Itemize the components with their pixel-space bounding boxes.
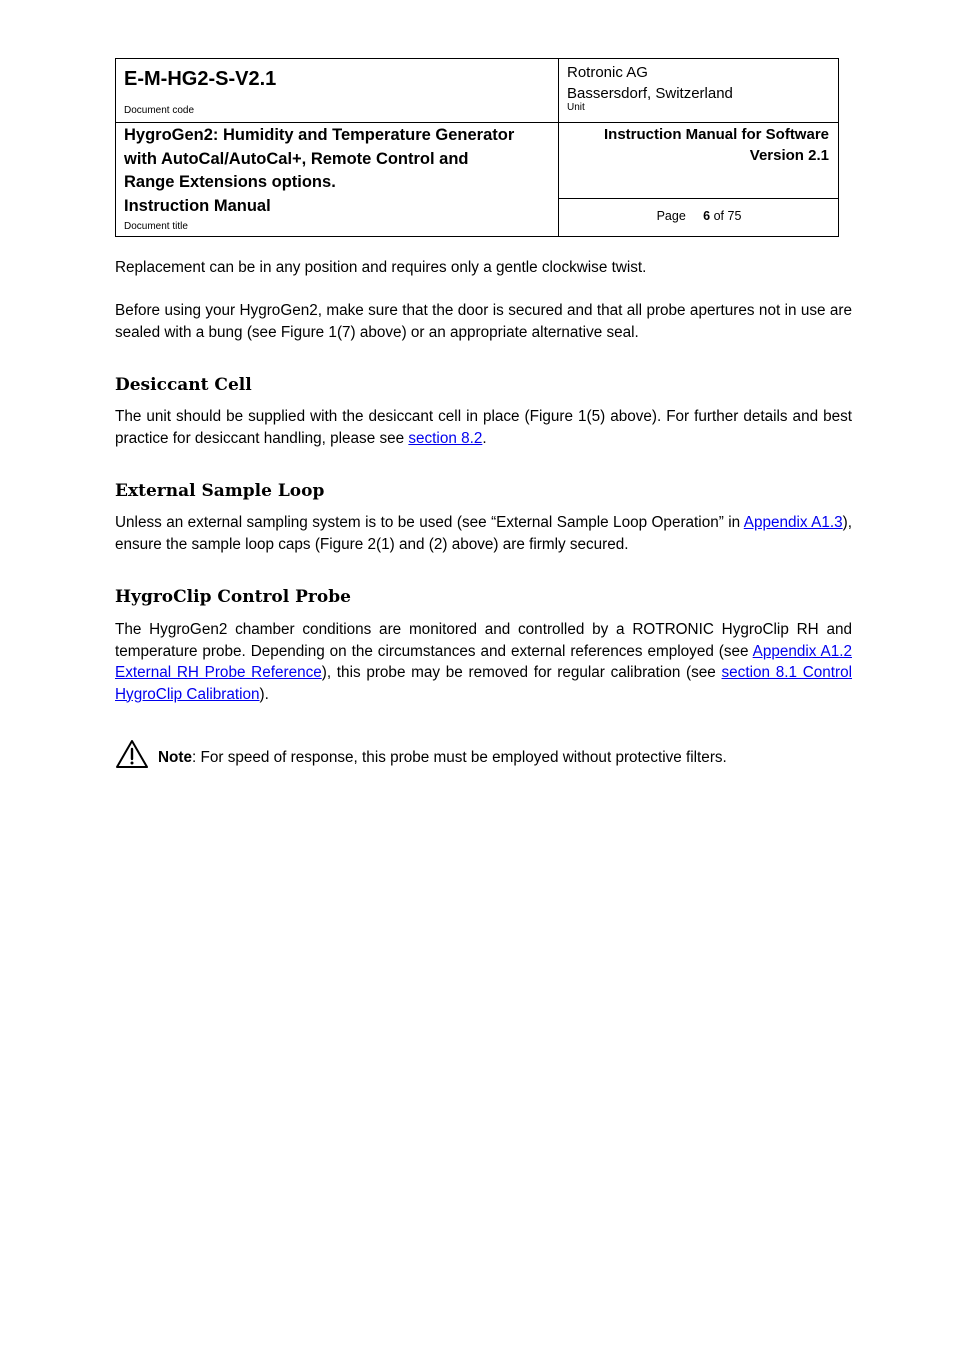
- paragraph-replacement: Replacement can be in any position and requires only a gentle clockwise twist.: [115, 259, 647, 276]
- manual-type: [567, 124, 829, 166]
- link-section-8-2[interactable]: section 8.2: [408, 429, 483, 447]
- manual-type-line: Instruction Manual for Software: [603, 126, 829, 143]
- heading-desiccant-cell: Desiccant Cell: [115, 375, 252, 395]
- note-message: : For speed of response, this probe must be employed without protective filters.: [192, 749, 727, 766]
- page-total: of 75: [713, 209, 742, 223]
- header-divider-page: [558, 198, 838, 199]
- paragraph-sample-loop: [115, 512, 852, 555]
- heading-external-sample-loop: External Sample Loop: [115, 481, 325, 501]
- document-code-label: Document code: [124, 105, 195, 116]
- warning-icon: [115, 739, 149, 769]
- title-line: Range Extensions options.: [124, 173, 336, 191]
- page-number: 6: [703, 209, 711, 223]
- paragraph-control-probe: [115, 619, 852, 705]
- paragraph-text: The HygroGen2 chamber conditions are monitored and controlled by a ROTRONIC HygroClip RH and temperature probe. Depending on the circumstances and external references employed (see: [115, 621, 852, 660]
- note-text: [158, 747, 727, 769]
- page-label: Page: [656, 209, 686, 223]
- link-appendix-a1-3[interactable]: Appendix A1.3: [743, 514, 843, 531]
- paragraph-text: ).: [259, 685, 269, 703]
- title-line: Instruction Manual: [124, 196, 271, 215]
- unit-label: Unit: [567, 102, 585, 113]
- document-title: [124, 124, 549, 218]
- header-divider-horizontal: [116, 122, 838, 123]
- company-name: Rotronic AG: [567, 64, 648, 81]
- company-location: Bassersdorf, Switzerland: [567, 85, 733, 102]
- title-line: with AutoCal/AutoCal+, Remote Control and: [124, 149, 469, 168]
- paragraph-text: The unit should be supplied with the desiccant cell in place (Figure 1(5) above). For further details and best practice for desiccant handling, please see: [115, 408, 852, 447]
- document-title-label: Document title: [124, 221, 188, 232]
- manual-version: Version 2.1: [749, 147, 829, 164]
- paragraph-desiccant: [115, 406, 852, 449]
- link-appendix-a1-2[interactable]: Appendix A1.2 External RH Probe Reference: [115, 642, 852, 681]
- paragraph-text: ), ensure the sample loop caps (Figure 2(1) and (2) above) are firmly secured.: [115, 514, 852, 553]
- page-indicator: [559, 209, 839, 223]
- title-line: HygroGen2: Humidity and Temperature Generator: [124, 126, 515, 144]
- document-header-table: [115, 58, 839, 237]
- paragraph-before-using: Before using your HygroGen2, make sure that the door is secured and that all probe apertures not in use are sealed with a bung (see Figure 1(7) above) or an appropriate alternative seal.: [115, 302, 852, 341]
- link-section-8-1[interactable]: section 8.1 Control HygroClip Calibration: [115, 664, 853, 703]
- paragraph-text: Unless an external sampling system is to be used (see “External Sample Loop Operation” in: [115, 514, 744, 531]
- company-info: [567, 62, 733, 104]
- heading-hygroclip-control-probe: HygroClip Control Probe: [115, 587, 351, 607]
- note-label: Note: [158, 749, 192, 766]
- note-callout: [115, 739, 852, 773]
- paragraph-text: .: [482, 429, 487, 447]
- paragraph-text: ), this probe may be removed for regular calibration (see: [321, 664, 722, 681]
- document-code: E-M-HG2-S-V2.1: [124, 68, 277, 90]
